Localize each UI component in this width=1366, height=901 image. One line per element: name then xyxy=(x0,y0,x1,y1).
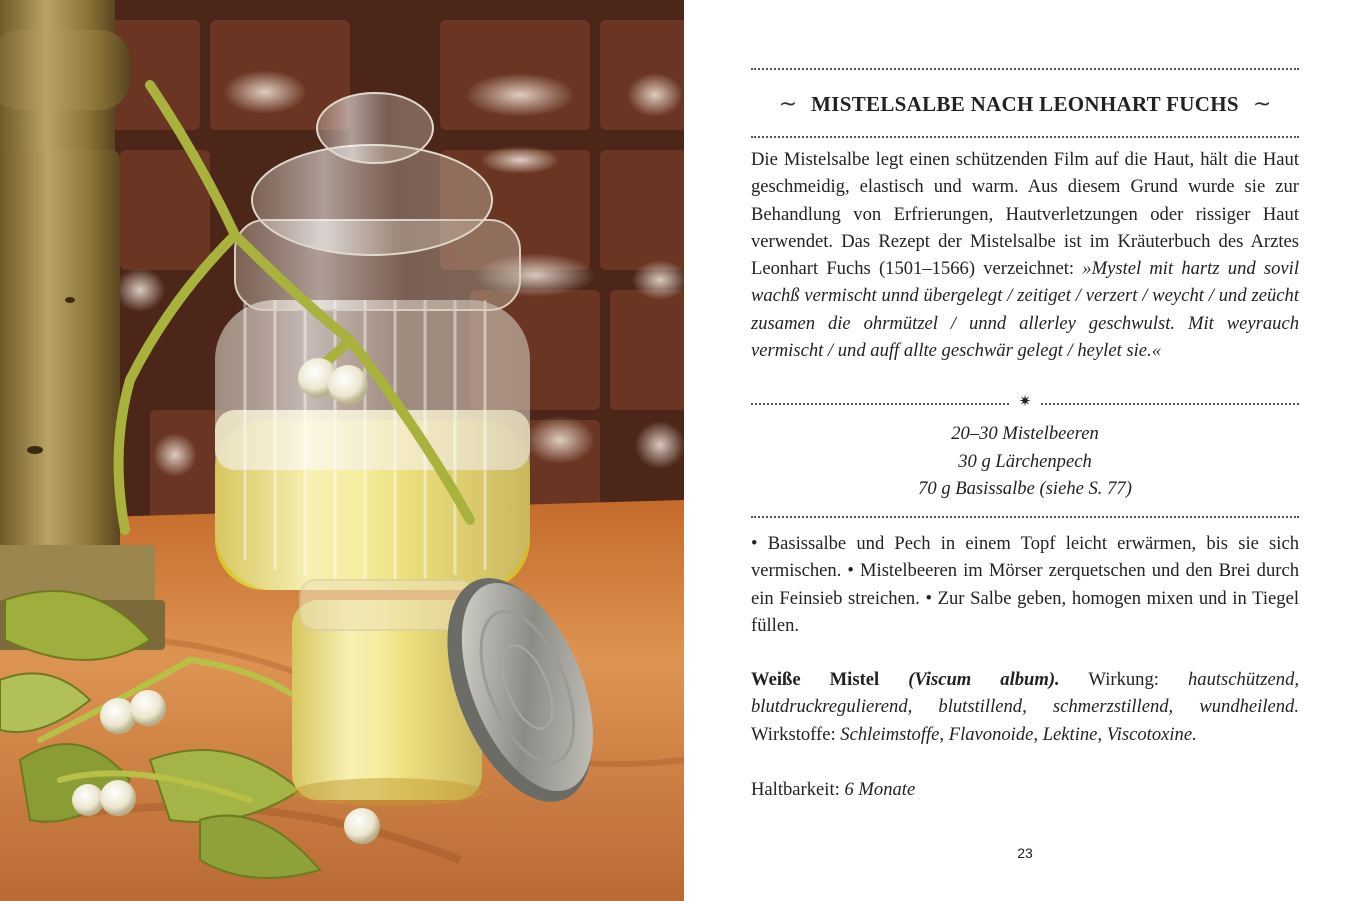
recipe-title: MISTELSALBE NACH LEONHART FUCHS xyxy=(811,91,1239,116)
recipe-page xyxy=(751,0,1299,901)
ingredient-item: 20–30 Mistelbeeren xyxy=(951,423,1099,444)
page-number: 23 xyxy=(1017,845,1033,861)
ingredient-item: 70 g Basissalbe (siehe S. 77) xyxy=(918,478,1132,499)
ingredients-dotted-rule xyxy=(751,516,1299,518)
plant-latin-name: (Viscum album). xyxy=(908,669,1060,690)
title-ornament-right: ~ xyxy=(1252,91,1272,117)
shelf-life xyxy=(751,776,1299,803)
shelf-life-value: 6 Monate xyxy=(844,779,916,800)
ornament-divider xyxy=(751,394,1299,414)
recipe-intro xyxy=(751,146,1299,364)
substances-label: Wirkstoffe: xyxy=(751,723,836,745)
shelf-life-label: Haltbarkeit: xyxy=(751,779,840,800)
title-dotted-rule xyxy=(751,136,1299,138)
plant-name: Weiße Mistel xyxy=(751,669,880,690)
intro-text: Die Mistelsalbe legt einen schützenden Film auf die Haut, hält die Haut geschmeidig, elastisch und warm. Aus diesem Grund wurde sie zur Behandlung von Erfrierungen, Hautverletzungen oder rissiger Haut verwendet. Das Rezept der Mistelsalbe ist im Kräuterbuch des Arztes Leonhart Fuchs (1501–1566) verzeichnet: xyxy=(751,149,1299,280)
effect-label: Wirkung: xyxy=(1088,669,1159,690)
plant-info xyxy=(751,666,1299,748)
title-ornament-left: ~ xyxy=(778,91,798,117)
plant-substances: Schleimstoffe, Flavonoide, Lektine, Viscotoxine. xyxy=(840,723,1197,745)
ingredient-list xyxy=(751,420,1299,503)
recipe-instructions: • Basissalbe und Pech in einem Topf leicht erwärmen, bis sie sich vermischen. • Mistelbeeren im Mörser zerquetschen und den Brei durch ein Feinsieb streichen. • Zur Salbe geben, homogen mixen und in Tiegel füllen. xyxy=(751,533,1299,636)
plant-effects: hautschützend, blutdruckregulierend, blutstillend, schmerzstillend, wundheilend. xyxy=(751,669,1300,718)
divider-line-left xyxy=(751,403,1009,405)
recipe-title-row xyxy=(751,86,1299,122)
divider-line-right xyxy=(1041,403,1299,405)
top-dotted-rule xyxy=(751,68,1299,70)
divider-star-icon: ✷ xyxy=(1018,392,1032,410)
fuchs-quote: »Mystel mit hartz und sovil wachß vermischt unnd übergelegt / zeitiget / verzert / weycht / und zeücht zusamen die ohrmützel / unnd allerley geschwulst. Mit weyrauch vermischt / und auff allte geschwär gelegt / heylet sie.« xyxy=(751,258,1300,362)
ingredient-item: 30 g Lärchenpech xyxy=(958,450,1092,472)
